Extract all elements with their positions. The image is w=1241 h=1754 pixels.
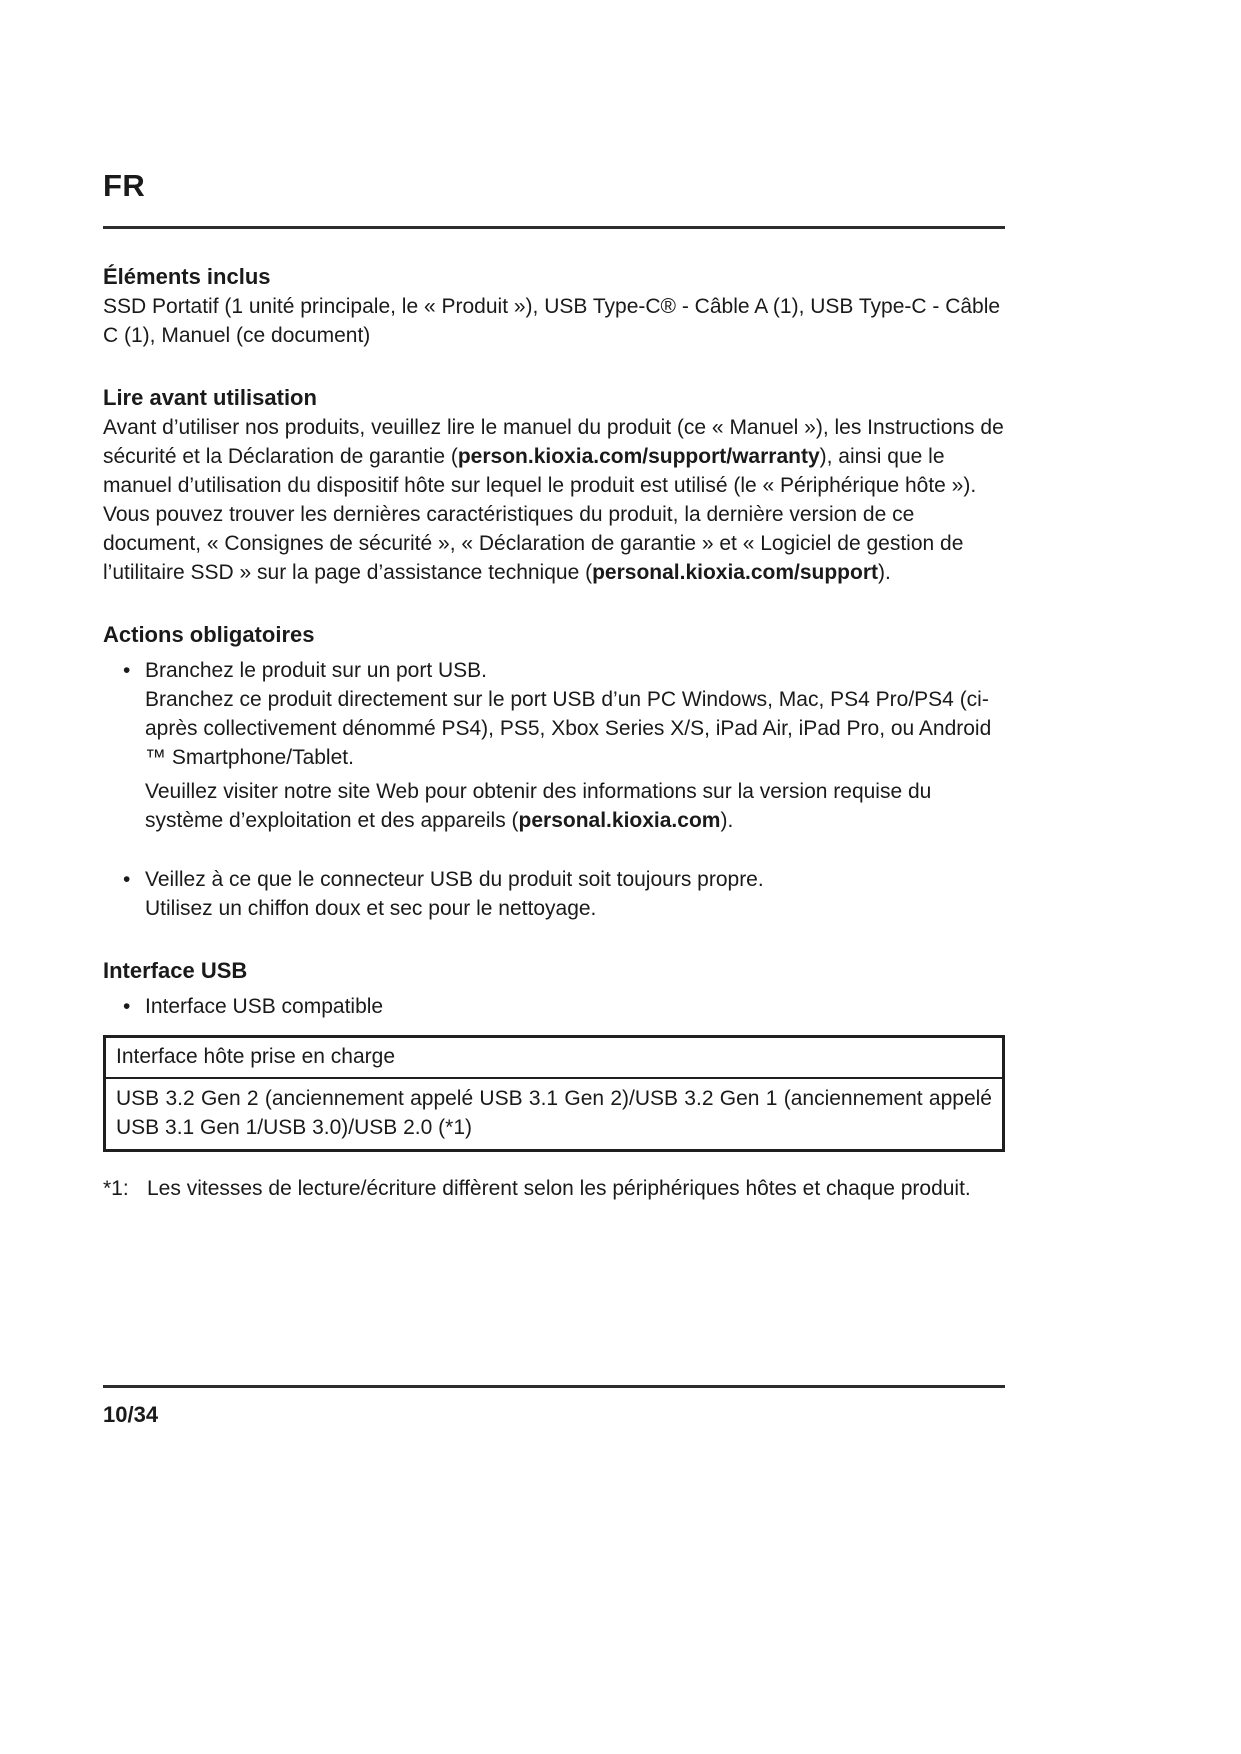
section-interface-usb <box>103 956 1005 1203</box>
section-lire-avant-utilisation <box>103 383 1005 587</box>
heading-actions-obligatoires: Actions obligatoires <box>103 622 315 647</box>
section-elements-inclus <box>103 262 1005 350</box>
kioxia-url-text: personal.kioxia.com <box>518 809 721 832</box>
footnote-1 <box>103 1174 1005 1203</box>
bullet-paragraph-nettoyage: Utilisez un chiffon doux et sec pour le nettoyage. <box>145 897 597 920</box>
paragraph-lire-avant-1 <box>103 413 1005 500</box>
bullet-title-connecteur-propre: Veillez à ce que le connecteur USB du produit soit toujours propre. <box>145 868 764 891</box>
heading-lire-avant-utilisation: Lire avant utilisation <box>103 385 317 410</box>
bullet-item-branchez <box>103 656 1005 835</box>
text-run: Veuillez visiter notre site Web pour obtenir des informations sur la version requise du système d’exploitation et des appareils ( <box>145 780 932 832</box>
text-run: ). <box>720 809 734 832</box>
support-warranty-url-text: person.kioxia.com/support/warranty <box>457 445 820 468</box>
usb-interface-table <box>103 1035 1005 1152</box>
bullet-title-interface-compatible: Interface USB compatible <box>145 995 384 1018</box>
table-header-interface-hote: Interface hôte prise en charge <box>106 1038 1002 1079</box>
text-run: ), ainsi que le manuel d’utilisation du dispositif hôte sur lequel le produit est utilisé (le « Périphérique hôte »). <box>103 445 977 497</box>
bullet-icon: • <box>123 659 131 682</box>
text-run: Avant d’utiliser nos produits, veuillez lire le manuel du produit (ce « Manuel »), les Instructions de sécurité et la Déclaration de garantie ( <box>103 416 1004 468</box>
bullet-body <box>145 656 1005 835</box>
bullet-title-branchez: Branchez le produit sur un port USB. <box>145 659 488 682</box>
bullet-paragraph-site-web <box>145 777 1005 835</box>
page-number: 10/34 <box>103 1402 159 1427</box>
bullet-paragraph-compatible-devices: Branchez ce produit directement sur le port USB d’un PC Windows, Mac, PS4 Pro/PS4 (ci-après collectivement dénommé PS4), PS5, Xbox Series X/S, iPad Air, iPad Pro, ou Android ™ Smartphone/Tablet. <box>145 688 992 769</box>
text-run: Vous pouvez trouver les dernières caractéristiques du produit, la dernière version de ce document, « Consignes de sécurité », « Déclaration de garantie » et « Logiciel de gestion de l’utilitaire SSD » sur la page d’assistance technique ( <box>103 503 964 584</box>
paragraph-lire-avant-2 <box>103 500 1005 587</box>
bullet-icon: • <box>123 995 131 1018</box>
footnote-text: Les vitesses de lecture/écriture diffèrent selon les périphériques hôtes et chaque produit. <box>147 1177 971 1200</box>
support-page-url-text: personal.kioxia.com/support <box>592 561 878 584</box>
page-footer <box>103 1385 1005 1428</box>
footer-rule <box>103 1385 1005 1388</box>
bullet-body <box>145 865 1005 923</box>
bullet-icon: • <box>123 868 131 891</box>
bullet-item-interface-compatible <box>103 992 1005 1021</box>
bullet-item-connecteur-propre <box>103 865 1005 923</box>
bullet-body <box>145 992 1005 1021</box>
paragraph-elements-inclus: SSD Portatif (1 unité principale, le « Produit »), USB Type-C® - Câble A (1), USB Type-C - Câble C (1), Manuel (ce document) <box>103 295 1001 347</box>
language-code-heading: FR <box>103 168 146 203</box>
header-rule <box>103 226 1005 229</box>
section-actions-obligatoires <box>103 620 1005 923</box>
text-run: ). <box>878 561 891 584</box>
heading-interface-usb: Interface USB <box>103 958 248 983</box>
table-row-usb-versions: USB 3.2 Gen 2 (anciennement appelé USB 3.1 Gen 2)/USB 3.2 Gen 1 (anciennement appelé USB 3.1 Gen 1/USB 3.0)/USB 2.0 (*1) <box>116 1087 992 1139</box>
page-content <box>103 168 1005 1203</box>
heading-elements-inclus: Éléments inclus <box>103 264 271 289</box>
footnote-marker: *1: <box>103 1177 129 1200</box>
